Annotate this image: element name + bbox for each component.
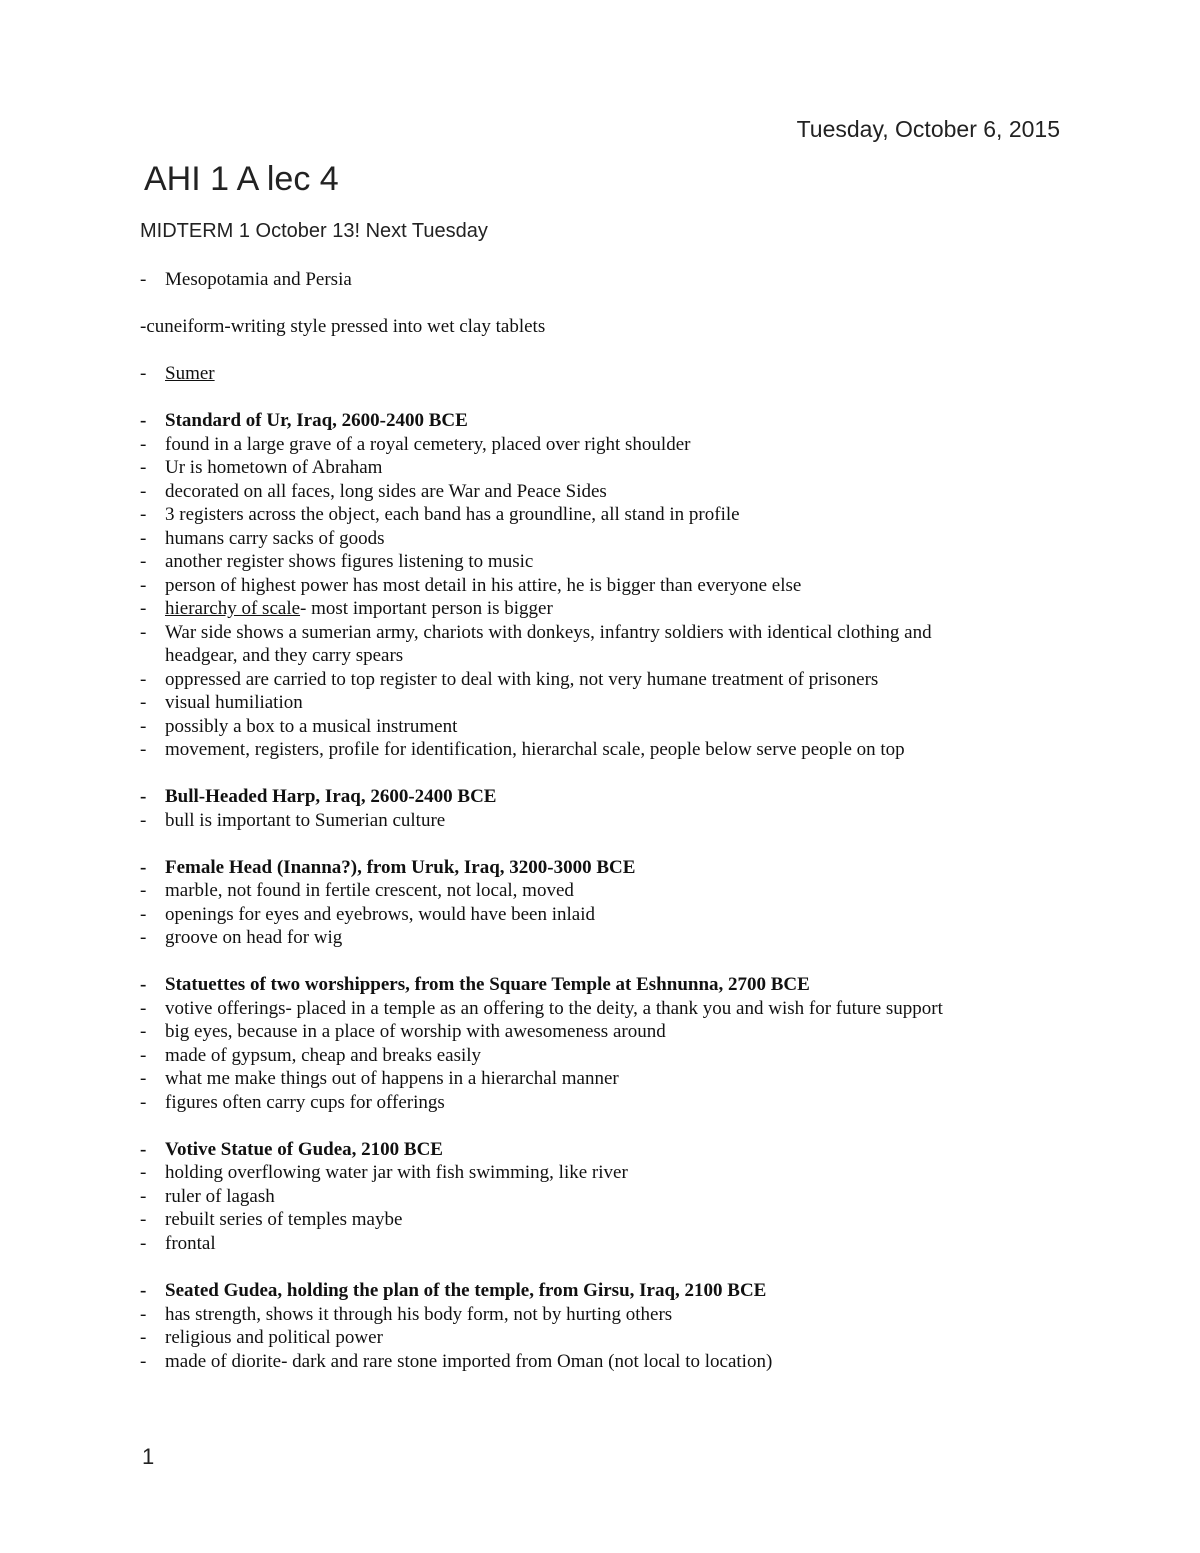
list-item: - War side shows a sumerian army, chariots with donkeys, infantry soldiers with identical clothing and [140,621,932,643]
midterm-note: MIDTERM 1 October 13! Next Tuesday [140,220,488,242]
list-item: - figures often carry cups for offerings [140,1091,445,1113]
page-number: 1 [142,1444,155,1469]
list-item: - has strength, shows it through his body form, not by hurting others [140,1303,673,1325]
list-item: - another register shows figures listening to music [140,551,534,572]
list-item: - frontal [140,1232,216,1254]
list-item: - Mesopotamia and Persia [140,269,352,290]
list-item: - rebuilt series of temples maybe [140,1209,403,1230]
list-item: - movement, registers, profile for identification, hierarchal scale, people below serve people on top [140,739,905,760]
list-item: - found in a large grave of a royal cemetery, placed over right shoulder [140,433,691,455]
list-item: - openings for eyes and eyebrows, would have been inlaid [140,903,596,925]
list-item: - possibly a box to a musical instrument [140,715,458,737]
section-heading: - Bull-Headed Harp, Iraq, 2600-2400 BCE [140,786,497,807]
cuneiform-note: -cuneiform-writing style pressed into wet clay tablets [140,316,546,337]
list-item: - votive offerings- placed in a temple as an offering to the deity, a thank you and wish for future support [140,997,943,1019]
list-item: - religious and political power [140,1327,383,1348]
section-heading: - Votive Statue of Gudea, 2100 BCE [140,1138,443,1160]
list-item: - bull is important to Sumerian culture [140,809,446,831]
list-item-continuation: headgear, and they carry spears [165,645,404,666]
list-item: - ruler of lagash [140,1185,275,1207]
list-item: - made of diorite- dark and rare stone imported from Oman (not local to location) [140,1350,773,1372]
section-heading: - Seated Gudea, holding the plan of the temple, from Girsu, Iraq, 2100 BCE [140,1280,767,1301]
section-heading: - Statuettes of two worshippers, from the Square Temple at Eshnunna, 2700 BCE [140,974,810,995]
list-item: - visual humiliation [140,692,303,713]
list-item: - big eyes, because in a place of worship with awesomeness around [140,1021,666,1042]
sumer-heading: Sumer [165,363,215,384]
list-item: - 3 registers across the object, each band has a groundline, all stand in profile [140,504,740,525]
section-heading: - Standard of Ur, Iraq, 2600-2400 BCE [140,410,468,431]
list-item: - decorated on all faces, long sides are War and Peace Sides [140,480,607,502]
list-item: - holding overflowing water jar with fish swimming, like river [140,1162,628,1183]
list-item: - groove on head for wig [140,927,343,948]
list-item: - humans carry sacks of goods [140,527,385,549]
list-item: - hierarchy of scale- most important person is bigger [140,598,553,619]
page-title: AHI 1 A lec 4 [144,160,339,198]
date: Tuesday, October 6, 2015 [796,116,1060,142]
list-item: - person of highest power has most detail in his attire, he is bigger than everyone else [140,574,802,596]
hierarchy-term: hierarchy of scale [165,598,301,619]
section-heading: - Female Head (Inanna?), from Uruk, Iraq, 3200-3000 BCE [140,856,636,878]
list-item: - what me make things out of happens in a hierarchal manner [140,1068,619,1089]
list-item: - Ur is hometown of Abraham [140,457,383,478]
list-item: - Sumer [140,363,215,384]
list-item: - marble, not found in fertile crescent, not local, moved [140,880,574,901]
list-item: - made of gypsum, cheap and breaks easily [140,1044,482,1066]
region-label: Mesopotamia and Persia [165,269,352,290]
list-item: - oppressed are carried to top register to deal with king, not very humane treatment of prisoners [140,668,879,690]
